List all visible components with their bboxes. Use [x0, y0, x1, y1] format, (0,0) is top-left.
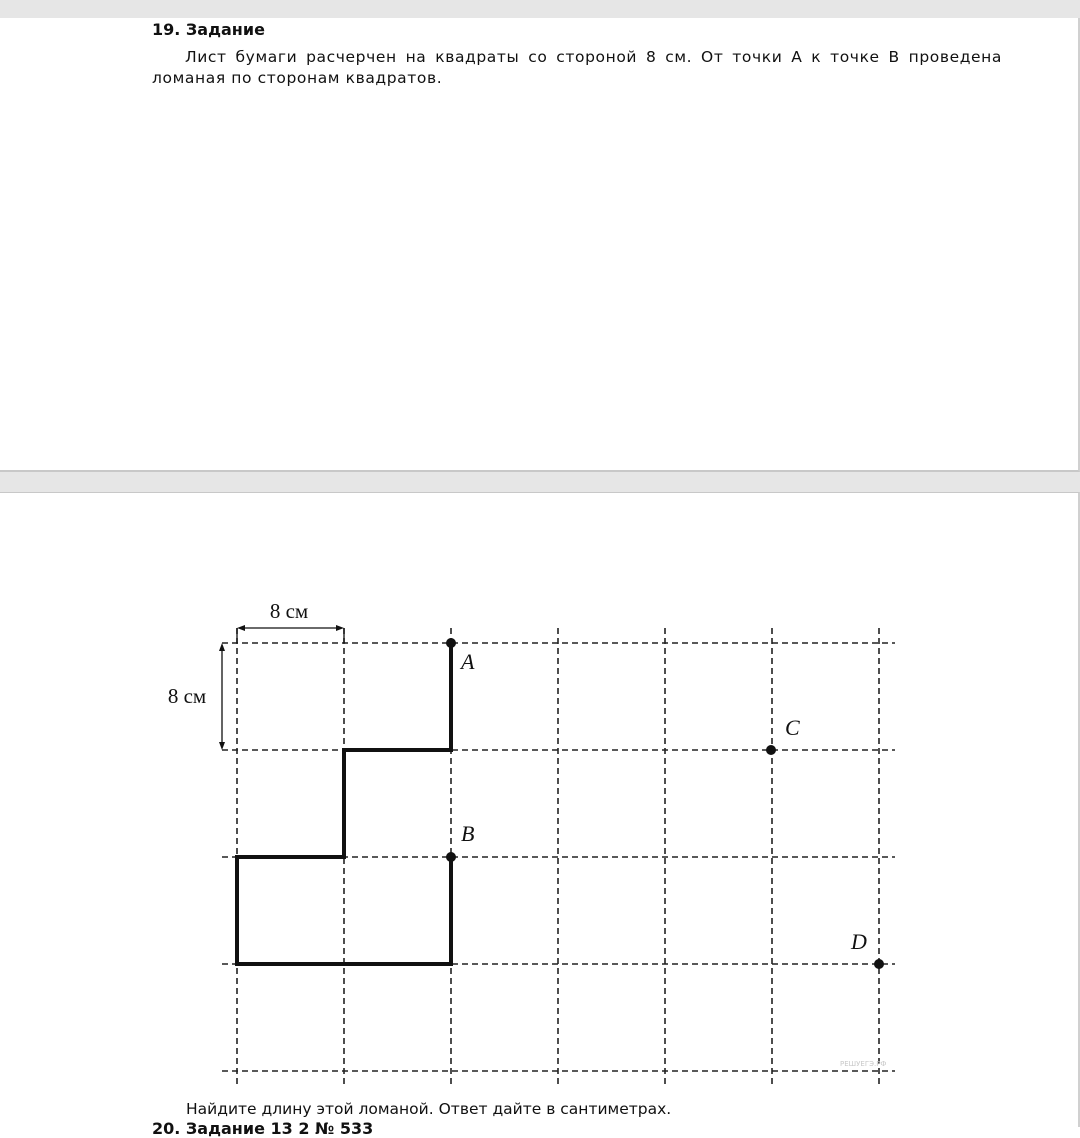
task-text: Лист бумаги расчерчен на квадраты со стороной 8 см. От точки A к точке B проведена ломаная по сторонам квадратов.	[152, 48, 1002, 87]
watermark: РЕШУЕГЭ.РФ	[840, 1060, 887, 1068]
point-d-label: D	[851, 929, 867, 954]
point-a	[446, 638, 456, 648]
point-b-label: B	[461, 821, 475, 846]
point-c-label: C	[785, 715, 800, 740]
point-c	[766, 745, 776, 755]
horizontal-scale-marker	[237, 625, 344, 643]
point-d	[874, 959, 884, 969]
next-task-title: 20. Задание 13 2 № 533	[152, 1119, 374, 1138]
vertical-scale-marker	[219, 643, 225, 750]
task-question: Найдите длину этой ломаной. Ответ дайте в сантиметрах.	[186, 1100, 672, 1118]
scale-label-vertical: 8 см	[167, 684, 207, 708]
scale-label-horizontal: 8 см	[269, 599, 309, 623]
task-title: 19. Задание	[152, 20, 265, 39]
point-b	[446, 852, 456, 862]
point-a-label: A	[461, 649, 475, 674]
